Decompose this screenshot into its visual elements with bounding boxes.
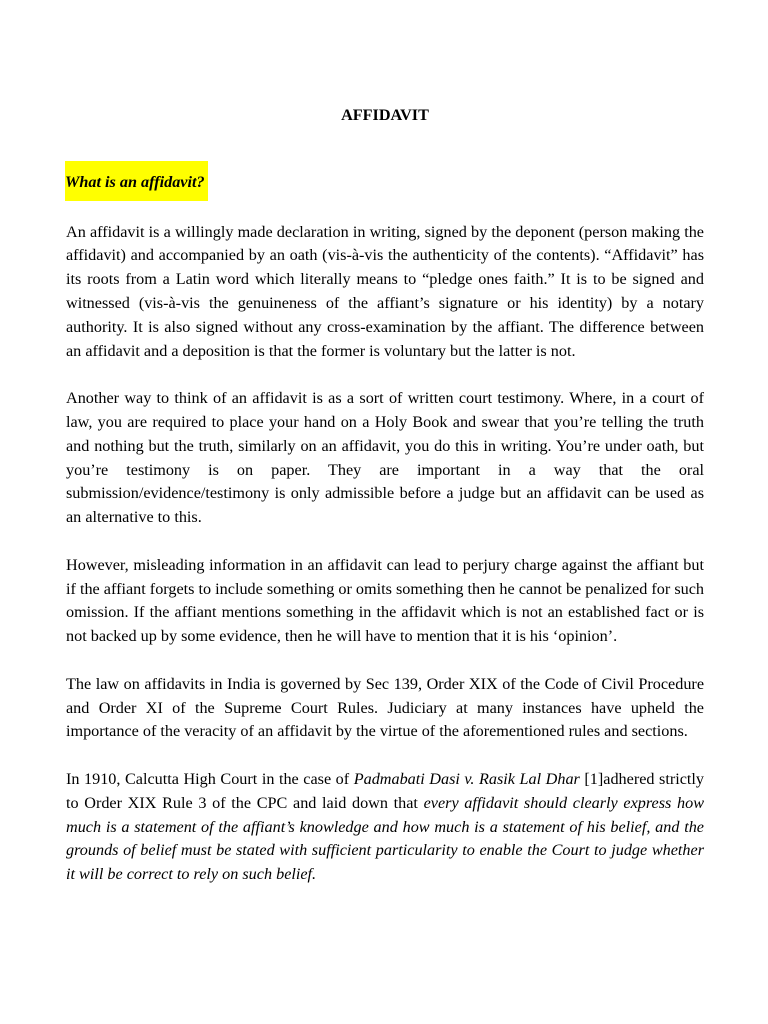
document-page: [66, 104, 704, 887]
case-law-quote: every affidavit should clearly express how much is a statement of the affiant’s knowledge and how much is a statement of his belief, and the grounds of belief must be stated with sufficient particularity to enable the Court to judge whether it will be correct to rely on such belief.: [66, 793, 704, 884]
paragraph-definition: An affidavit is a willingly made declaration in writing, signed by the deponent (person making the affidavit) and accompanied by an oath (vis-à-vis the authenticity of the contents). “Affidavit” has its roots from a Latin word which literally means to “pledge ones faith.” It is to be signed and witnessed (vis-à-vis the genuineness of the affiant’s signature or his identity) by a notary authority. It is also signed without any cross-examination by the affiant. The difference between an affidavit and a deposition is that the former is voluntary but the latter is not.: [66, 222, 704, 360]
section-heading-highlighted: What is an affidavit?: [65, 161, 208, 201]
case-law-lead: In 1910, Calcutta High Court in the case of: [66, 769, 354, 788]
paragraph-case-law: [66, 768, 704, 887]
case-name: Padmabati Dasi v. Rasik Lal Dhar: [353, 769, 580, 788]
paragraph-perjury: However, misleading information in an affidavit can lead to perjury charge against the affiant but if the affiant forgets to include something or omits something then he cannot be penalized for such omission. If the affiant mentions something in the affidavit which is not an established fact or is not backed up by some evidence, then he will have to mention that it is his ‘opinion’.: [66, 555, 704, 646]
document-title: AFFIDAVIT: [341, 106, 429, 124]
case-law-text: [1]adhered strictly to Order XIX Rule 3 of the CPC and laid down that: [66, 769, 704, 812]
section-heading-wrap: [66, 161, 704, 201]
paragraph-law-india: The law on affidavits in India is governed by Sec 139, Order XIX of the Code of Civil Procedure and Order XI of the Supreme Court Rules. Judiciary at many instances have upheld the importance of the veracity of an affidavit by the virtue of the aforementioned rules and sections.: [66, 674, 704, 741]
paragraph-testimony: Another way to think of an affidavit is as a sort of written court testimony. Where, in a court of law, you are required to place your hand on a Holy Book and swear that you’re telling the truth and nothing but the truth, similarly on an affidavit, you do this in writing. You’re under oath, but you’re testimony is on paper. They are important in a way that the oral submission/evidence/testimony is only admissible before a judge but an affidavit can be used as an alternative to this.: [66, 389, 704, 527]
